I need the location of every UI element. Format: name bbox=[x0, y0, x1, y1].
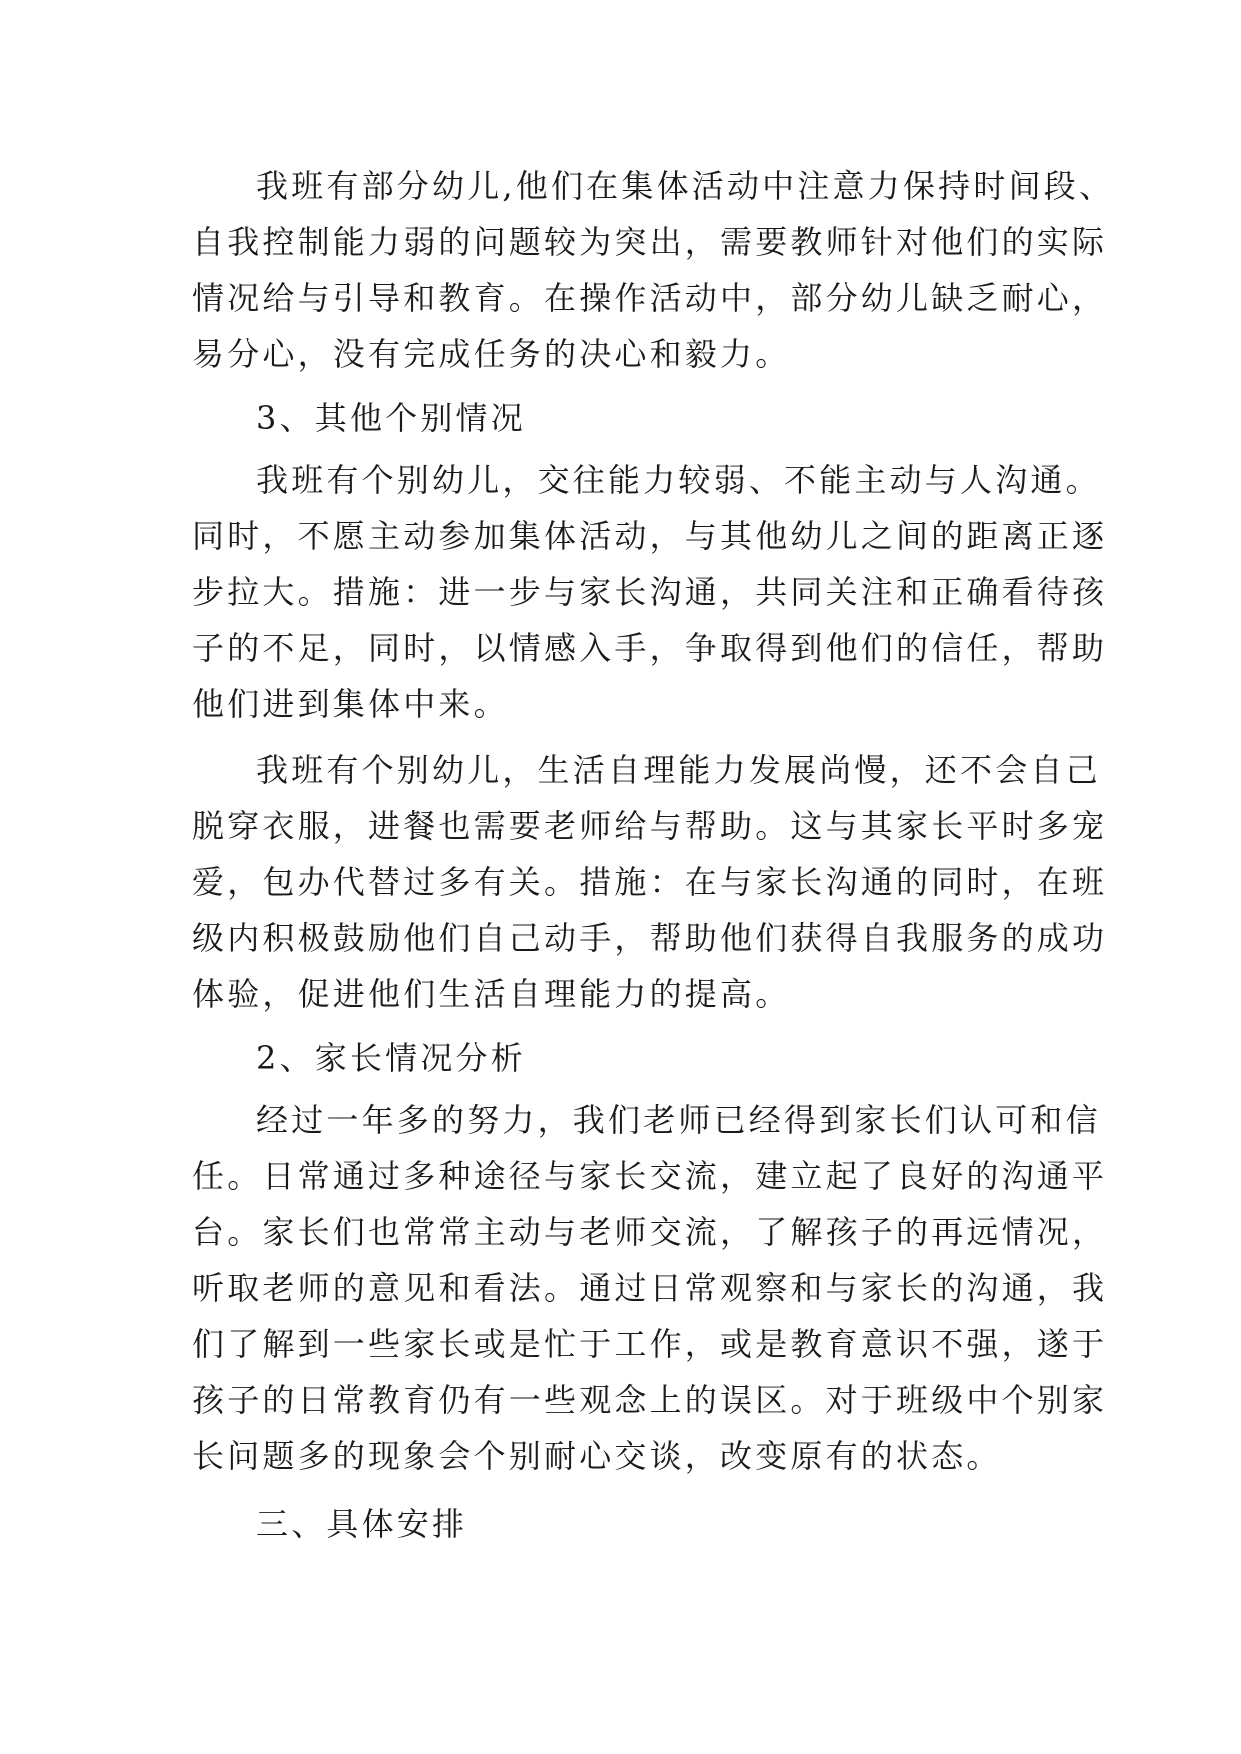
paragraph-line: 同时，不愿主动参加集体活动，与其他幼儿之间的距离正逐 bbox=[192, 517, 1108, 555]
paragraph-line: 易分心，没有完成任务的决心和毅力。 bbox=[192, 335, 791, 373]
paragraph-line: 我班有部分幼儿,他们在集体活动中注意力保持时间段、 bbox=[256, 167, 1115, 205]
paragraph-line: 体验，促进他们生活自理能力的提高。 bbox=[192, 975, 791, 1013]
paragraph-line: 听取老师的意见和看法。通过日常观察和与家长的沟通，我 bbox=[192, 1269, 1108, 1307]
paragraph-line: 台。家长们也常常主动与老师交流，了解孩子的再远情况， bbox=[192, 1213, 1108, 1251]
paragraph-line: 我班有个别幼儿，交往能力较弱、不能主动与人沟通。 bbox=[256, 461, 1101, 499]
paragraph-line: 脱穿衣服，进餐也需要老师给与帮助。这与其家长平时多宠 bbox=[192, 807, 1108, 845]
section-heading: 3、其他个别情况 bbox=[256, 399, 526, 437]
paragraph-line: 步拉大。措施：进一步与家长沟通，共同关注和正确看待孩 bbox=[192, 573, 1108, 611]
paragraph-line: 子的不足，同时，以情感入手，争取得到他们的信任，帮助 bbox=[192, 629, 1108, 667]
paragraph-line: 长问题多的现象会个别耐心交谈，改变原有的状态。 bbox=[192, 1437, 1002, 1475]
paragraph-line: 们了解到一些家长或是忙于工作，或是教育意识不强，遂于 bbox=[192, 1325, 1108, 1363]
section-heading: 2、家长情况分析 bbox=[256, 1039, 526, 1077]
paragraph-line: 我班有个别幼儿，生活自理能力发展尚慢，还不会自己 bbox=[256, 751, 1101, 789]
paragraph-line: 经过一年多的努力，我们老师已经得到家长们认可和信 bbox=[256, 1101, 1101, 1139]
section-heading: 三、具体安排 bbox=[256, 1505, 468, 1543]
paragraph-line: 级内积极鼓励他们自己动手，帮助他们获得自我服务的成功 bbox=[192, 919, 1108, 957]
paragraph-line: 孩子的日常教育仍有一些观念上的误区。对于班级中个别家 bbox=[192, 1381, 1108, 1419]
paragraph-line: 他们进到集体中来。 bbox=[192, 685, 509, 723]
paragraph-line: 自我控制能力弱的问题较为突出，需要教师针对他们的实际 bbox=[192, 223, 1108, 261]
paragraph-line: 情况给与引导和教育。在操作活动中，部分幼儿缺乏耐心， bbox=[192, 279, 1108, 317]
paragraph-line: 爱，包办代替过多有关。措施：在与家长沟通的同时，在班 bbox=[192, 863, 1108, 901]
paragraph-line: 任。日常通过多种途径与家长交流，建立起了良好的沟通平 bbox=[192, 1157, 1108, 1195]
